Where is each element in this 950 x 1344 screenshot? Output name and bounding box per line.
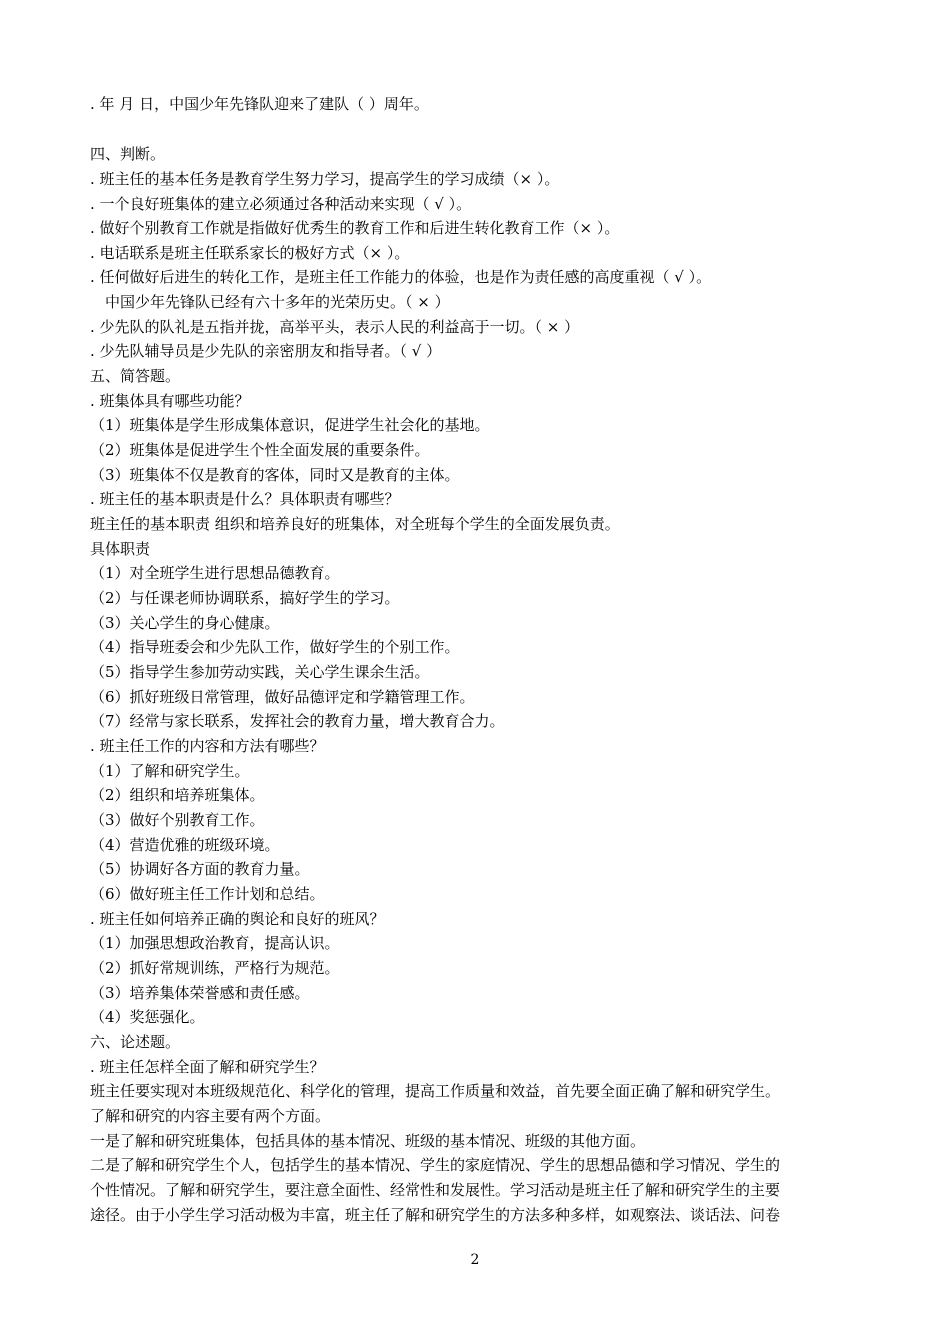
answer-item: （4）营造优雅的班级环境。 (90, 836, 280, 854)
section-heading-essay: 六、论述题。 (90, 1033, 181, 1051)
judgment-item: . 电话联系是班主任联系家长的极好方式（× ）。 (90, 244, 410, 262)
judgment-item: . 做好个别教育工作就是指做好优秀生的教育工作和后进生转化教育工作（× ）。 (90, 219, 620, 237)
page-number: 2 (470, 1252, 480, 1268)
essay-paragraph-line: 了解和研究的内容主要有两个方面。 (90, 1107, 331, 1125)
answer-item: （7）经常与家长联系，发挥社会的教育力量，增大教育合力。 (90, 712, 505, 730)
answer-item: （4）指导班委会和少先队工作，做好学生的个别工作。 (90, 638, 460, 656)
answer-item: （6）做好班主任工作计划和总结。 (90, 885, 325, 903)
answer-subheading: 具体职责 (90, 540, 151, 558)
answer-item: （3）培养集体荣誉感和责任感。 (90, 984, 310, 1002)
answer-item: （4）奖惩强化。 (90, 1008, 205, 1026)
essay-paragraph-line: 个性情况。了解和研究学生，要注意全面性、经常性和发展性。学习活动是班主任了解和研究学生的主要 (90, 1181, 781, 1199)
answer-text: 班主任的基本职责 组织和培养良好的班集体，对全班每个学生的全面发展负责。 (90, 515, 620, 533)
answer-item: （3）班集体不仅是教育的客体，同时又是教育的主体。 (90, 466, 460, 484)
question: . 班主任工作的内容和方法有哪些？ (90, 737, 325, 755)
essay-paragraph-line: 途径。由于小学生学习活动极为丰富，班主任了解和研究学生的方法多种多样，如观察法、谈话法、问卷 (90, 1206, 781, 1224)
essay-paragraph-line: 一是了解和研究班集体，包括具体的基本情况、班级的基本情况、班级的其他方面。 (90, 1132, 646, 1150)
question: . 班主任如何培养正确的舆论和良好的班风？ (90, 910, 385, 928)
section-heading-judgment: 四、判断。 (90, 145, 166, 163)
question: . 班主任怎样全面了解和研究学生？ (90, 1058, 325, 1076)
judgment-item: . 一个良好班集体的建立必须通过各种活动来实现（ √ ）。 (90, 195, 472, 213)
answer-item: （5）指导学生参加劳动实践，关心学生课余生活。 (90, 663, 430, 681)
answer-item: （1）了解和研究学生。 (90, 762, 250, 780)
essay-paragraph-line: 二是了解和研究学生个人，包括学生的基本情况、学生的家庭情况、学生的思想品德和学习情况、学生的 (90, 1156, 781, 1174)
judgment-item: 中国少年先锋队已经有六十多年的光荣历史。（ × ） (105, 293, 450, 311)
question: . 班主任的基本职责是什么？具体职责有哪些？ (90, 490, 400, 508)
judgment-item: . 任何做好后进生的转化工作，是班主任工作能力的体验，也是作为责任感的高度重视（ √ ）。 (90, 268, 712, 286)
fill-in-question: . 年 月 日，中国少年先锋队迎来了建队（ ）周年。 (90, 95, 429, 113)
section-heading-short-answer: 五、简答题。 (90, 367, 181, 385)
answer-item: （1）加强思想政治教育，提高认识。 (90, 934, 340, 952)
question: . 班集体具有哪些功能？ (90, 392, 250, 410)
answer-item: （2）与任课老师协调联系，搞好学生的学习。 (90, 589, 400, 607)
answer-item: （1）对全班学生进行思想品德教育。 (90, 564, 340, 582)
judgment-item: . 班主任的基本任务是教育学生努力学习，提高学生的学习成绩（× ）。 (90, 170, 560, 188)
answer-item: （3）做好个别教育工作。 (90, 811, 265, 829)
answer-item: （2）班集体是促进学生个性全面发展的重要条件。 (90, 441, 430, 459)
essay-paragraph-line: 班主任要实现对本班级规范化、科学化的管理，提高工作质量和效益，首先要全面正确了解和研究学生。 (90, 1082, 781, 1100)
answer-item: （6）抓好班级日常管理，做好品德评定和学籍管理工作。 (90, 688, 475, 706)
answer-item: （5）协调好各方面的教育力量。 (90, 860, 310, 878)
answer-item: （2）抓好常规训练，严格行为规范。 (90, 959, 340, 977)
judgment-item: . 少先队辅导员是少先队的亲密朋友和指导者。（ √ ） (90, 342, 442, 360)
answer-item: （2）组织和培养班集体。 (90, 786, 265, 804)
answer-item: （1）班集体是学生形成集体意识，促进学生社会化的基地。 (90, 416, 490, 434)
judgment-item: . 少先队的队礼是五指并拢，高举平头，表示人民的利益高于一切。（ × ） (90, 318, 580, 336)
answer-item: （3）关心学生的身心健康。 (90, 614, 280, 632)
